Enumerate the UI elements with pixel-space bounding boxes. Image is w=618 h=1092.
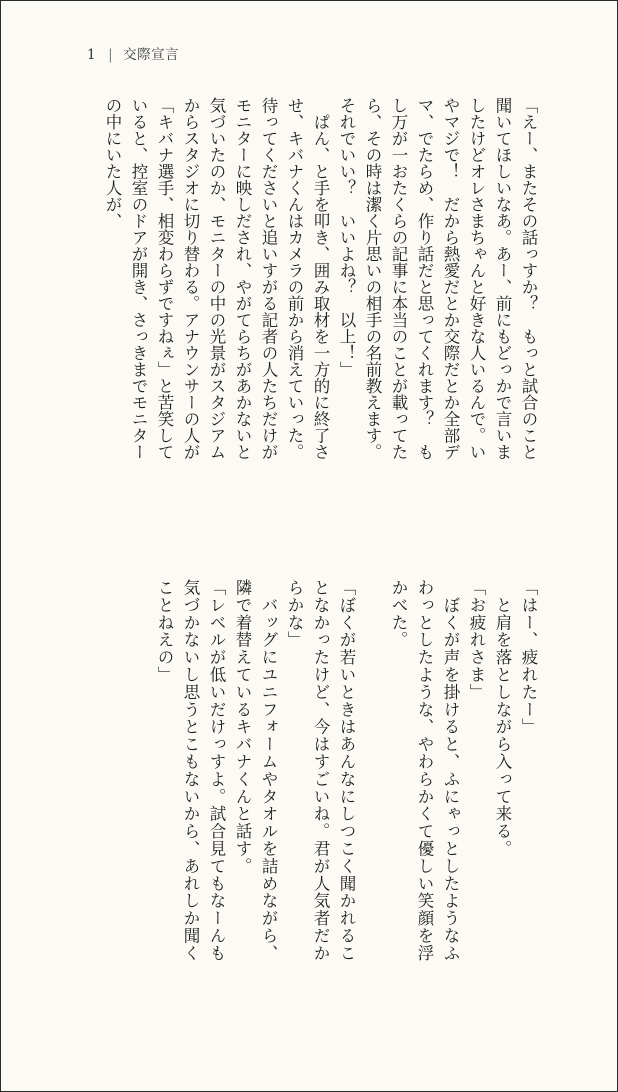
text-line: バッグにユニフォームやタオルを詰めながら、 <box>259 579 278 962</box>
header-separator: | <box>108 47 114 63</box>
text-line: 聞いてほしいなあ。あー、前にもどっかで言いま <box>493 97 512 460</box>
text-line: やマジで！ だから熱愛だとか交際だとか全部デ <box>441 97 460 460</box>
text-line: 「ぼくが若いときはあんなにしつこく聞かれるこ <box>337 579 356 962</box>
text-line: らかな」 <box>285 579 304 649</box>
text-line: からスタジオに切り替わる。アナウンサーの人が <box>181 97 200 460</box>
text-line: 「お疲れさま」 <box>467 579 486 701</box>
text-line: 待ってくださいと追いすがる記者の人たちだけが <box>259 97 278 460</box>
text-line: と肩を落としながら入って来る。 <box>493 579 512 858</box>
text-line: 「えー、またその話っすか？ もっと試合のこと <box>519 97 538 460</box>
text-line: 気づかないし思うとこもないから、あれしか聞く <box>181 579 200 962</box>
chapter-title: 交際宣言 <box>123 47 180 63</box>
text-line: 「はー、疲れたー」 <box>519 579 538 736</box>
text-line: 気づいたのか、モニターの中の光景がスタジアム <box>207 97 226 460</box>
text-line: わっとしたような、やわらかくて優しい笑顔を浮 <box>415 579 434 962</box>
text-line: それでいい？ いいよね？ 以上！」 <box>337 97 356 378</box>
text-line: かべた。 <box>389 579 408 649</box>
text-line: せ、キバナくんはカメラの前から消えていった。 <box>285 97 304 460</box>
text-line: モニターに映しだされ、やがてらちがあかないと <box>233 97 252 460</box>
text-line: 隣で着替えているキバナくんと話す。 <box>233 579 252 875</box>
text-line: マ、でたらめ、作り話だと思ってくれます？ も <box>415 97 434 460</box>
blank-line <box>359 579 385 1019</box>
text-line: 「キバナ選手、相変わらずですねぇ」と苦笑して <box>155 97 174 460</box>
text-line: し万が一おたくらの記事に本当のことが載ってた <box>389 97 408 460</box>
page-header <box>87 43 179 63</box>
text-line: ら、その時は潔く片思いの相手の名前教えます。 <box>363 97 382 460</box>
text-line: したけどオレさまちゃんと好きな人いるんで。い <box>467 97 486 460</box>
text-line: 「レベルが低いだけっすよ。試合見てもなーんも <box>207 579 226 962</box>
page-number: 1 <box>87 47 97 63</box>
text-line: いると、控室のドアが開き、さっきまでモニター <box>129 97 148 460</box>
text-line: ことねえの」 <box>155 579 174 684</box>
text-line: の中にいた人が、 <box>103 97 122 229</box>
text-line: ぱん、と手を叩き、囲み取材を一方的に終了さ <box>311 97 330 460</box>
text-line: ぼくが声を掛けると、ふにゃっとしたようなふ <box>441 579 460 962</box>
upper-text-block <box>81 97 541 527</box>
lower-text-block <box>81 579 541 1019</box>
text-line: となかったけど、今はすごいね。君が人気者だか <box>311 579 330 962</box>
